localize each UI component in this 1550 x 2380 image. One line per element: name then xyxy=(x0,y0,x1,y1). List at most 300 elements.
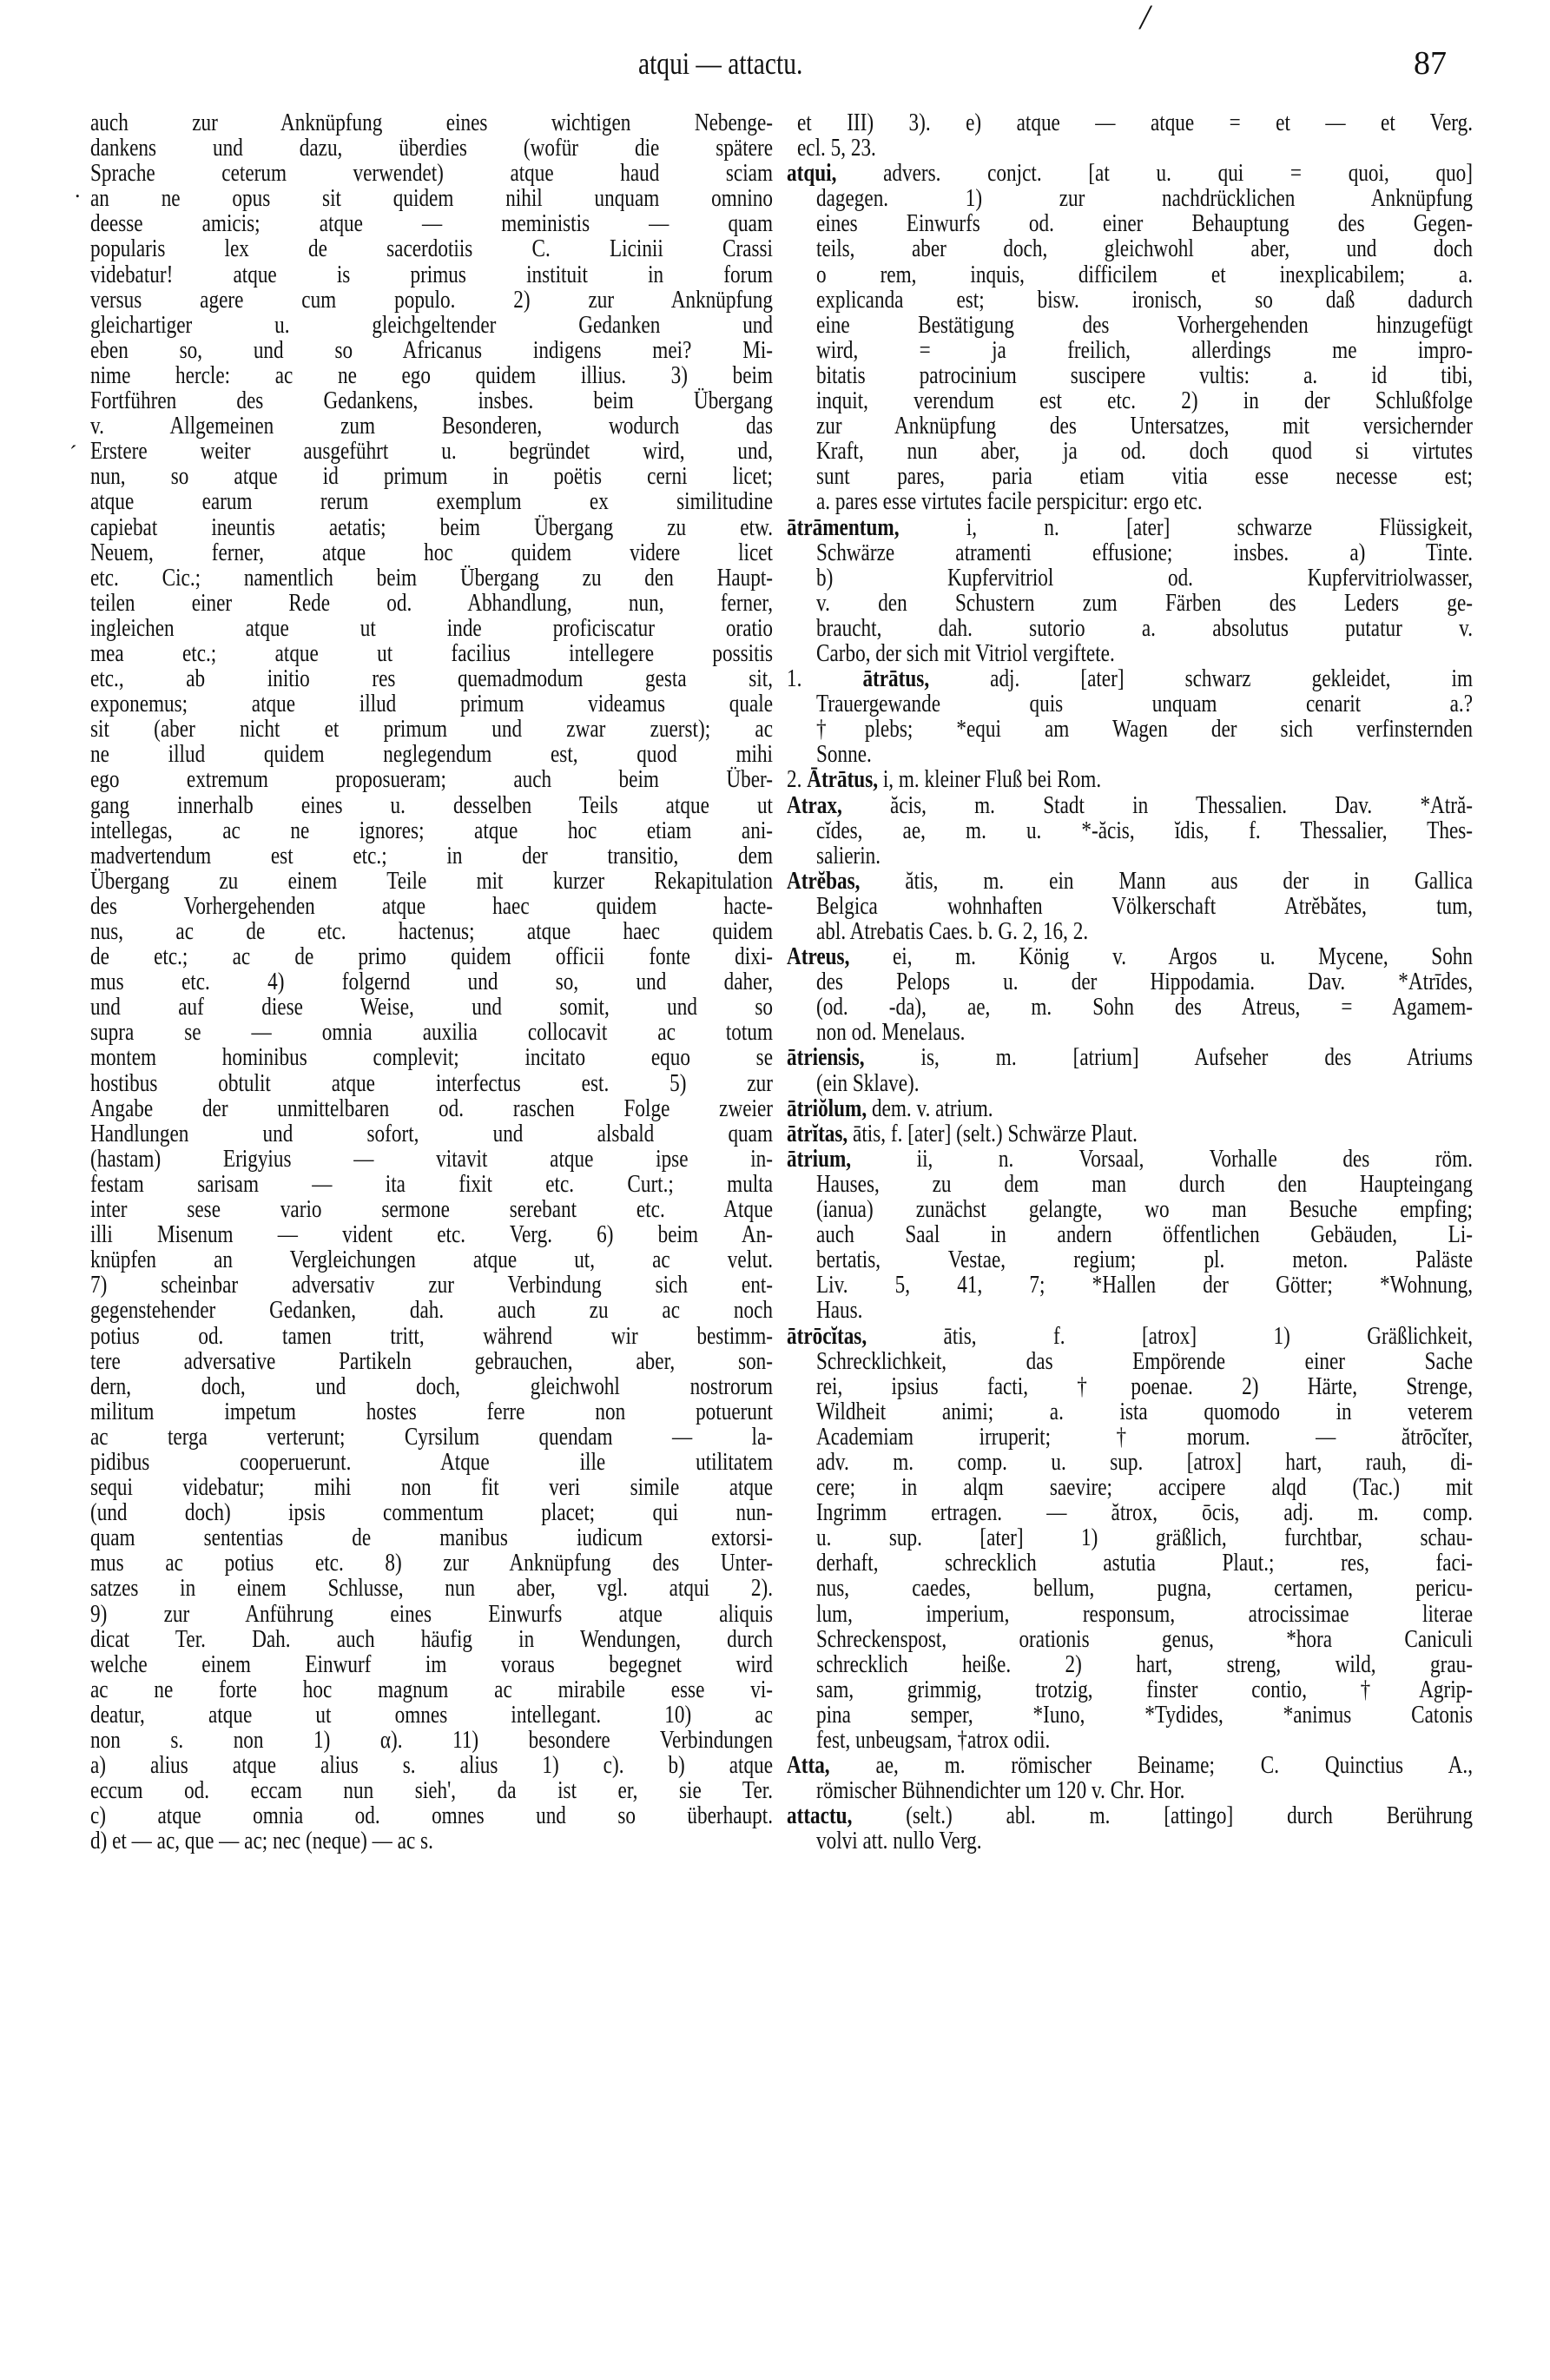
line-text: Sonne. xyxy=(816,740,872,769)
dictionary-entry-headline xyxy=(787,1144,1473,1173)
text-line xyxy=(797,969,1473,995)
dictionary-entry-headline xyxy=(787,1753,1473,1778)
entry-text xyxy=(787,866,1473,895)
text-line xyxy=(90,512,773,541)
line-text: inquit, verendum est etc. 2) in der Schlußfolge xyxy=(816,387,1473,415)
text-line xyxy=(90,1121,773,1147)
text-line xyxy=(797,360,1473,389)
text-line xyxy=(797,413,1473,439)
text-line xyxy=(90,540,773,565)
running-head: atqui — attactu. xyxy=(638,46,803,81)
text-line xyxy=(797,1550,1473,1576)
text-line xyxy=(797,236,1473,261)
text-line xyxy=(797,540,1473,565)
text-line xyxy=(797,843,1473,869)
text-line xyxy=(90,843,773,869)
line-text: illi Misenum — vident etc. Verg. 6) beim An- xyxy=(90,1220,773,1249)
text-line xyxy=(90,1525,773,1550)
line-text: Schwärze atramenti effusione; insbes. a) Tinte. xyxy=(816,538,1473,566)
line-text: intellegas, ac ne ignores; atque hoc etiam ani- xyxy=(90,816,773,844)
line-text: Erstere weiter ausgeführt u. begründet wird, und, xyxy=(90,437,773,466)
line-text: a) alius atque alius s. alius 1) c). b) atque xyxy=(90,1751,773,1780)
line-text: sit (aber nicht et primum und zwar zuerst); ac xyxy=(90,715,773,744)
line-text: dagegen. 1) zur nachdrücklichen Anknüpfung xyxy=(816,184,1473,213)
entry-text xyxy=(787,767,1473,792)
text-line xyxy=(797,717,1473,742)
line-text: Wildheit animi; a. ista quomodo in veterem xyxy=(816,1397,1473,1425)
line-text: de etc.; ac de primo quidem officii fonte dixi- xyxy=(90,942,773,971)
line-text: lum, imperium, responsum, atrocissimae literae xyxy=(816,1599,1473,1628)
line-text: deesse amicis; atque — meministis — quam xyxy=(90,209,773,238)
text-line xyxy=(90,236,773,261)
line-text: videbatur! atque is primus instituit in forum xyxy=(90,260,773,288)
text-line xyxy=(797,1500,1473,1525)
line-text: versus agere cum populo. 2) zur Anknüpfung xyxy=(90,285,773,314)
text-line xyxy=(90,767,773,792)
entry-definition: ătis, m. ein Mann aus der in Gallica xyxy=(860,866,1473,895)
line-text: deatur, atque ut omnes intellegant. 10) ac xyxy=(90,1700,773,1729)
line-text: madvertendum est etc.; in der transitio, dem xyxy=(90,841,773,869)
text-line xyxy=(90,638,773,667)
text-line xyxy=(90,1068,773,1097)
text-line xyxy=(797,310,1473,339)
line-text: schrecklich heiße. 2) hart, streng, wild, grau- xyxy=(816,1649,1473,1678)
text-line xyxy=(90,285,773,314)
text-line xyxy=(90,1803,773,1828)
line-text: etc. Cic.; namentlich beim Übergang zu den Haupt- xyxy=(90,563,773,592)
text-line xyxy=(90,818,773,843)
entry-number: 1. xyxy=(787,664,863,693)
margin-tick: ´ xyxy=(69,441,77,466)
margin-dot: . xyxy=(75,177,81,202)
line-text: exponemus; atque illud primum videamus quale xyxy=(90,690,773,718)
text-line xyxy=(90,742,773,767)
text-line xyxy=(797,995,1473,1020)
line-text: Trauergewande quis unquam cenarit a.? xyxy=(816,690,1473,718)
line-text: Haus. xyxy=(816,1296,863,1325)
line-text: Ingrimm ertragen. — ătrox, ōcis, adj. m. comp. xyxy=(816,1498,1473,1527)
entry-definition: ei, m. König v. Argos u. Mycene, Sohn xyxy=(849,942,1473,971)
line-text: braucht, dah. sutorio a. absolutus putatur v. xyxy=(816,613,1473,642)
text-line xyxy=(90,110,773,136)
entry-definition: i, m. kleiner Fluß bei Rom. xyxy=(878,765,1102,794)
headword: attactu, xyxy=(787,1802,853,1830)
dictionary-entry-headline xyxy=(787,944,1473,969)
text-line xyxy=(90,1576,773,1601)
text-line xyxy=(797,1624,1473,1653)
headword: Atrax, xyxy=(787,790,842,819)
line-text: teils, aber doch, gleichwohl aber, und doch xyxy=(816,235,1473,263)
entry-text xyxy=(787,944,1473,969)
text-line xyxy=(90,1624,773,1653)
text-line xyxy=(797,1778,1473,1803)
text-line xyxy=(90,1753,773,1778)
headword: Atreus, xyxy=(787,942,850,971)
text-line xyxy=(797,1068,1473,1097)
line-text: ac ne forte hoc magnum ac mirabile esse vi- xyxy=(90,1675,773,1703)
line-text: gleichartiger u. gleichgeltender Gedanken und xyxy=(90,310,773,339)
line-text: knüpfen an Vergleichungen atque ut, ac velut. xyxy=(90,1246,773,1274)
text-line xyxy=(90,388,773,413)
line-text: Academiam irruperit; †morum. — ătrōcĭter, xyxy=(816,1422,1473,1451)
text-line xyxy=(90,944,773,969)
text-line xyxy=(90,969,773,995)
line-text: nus, caedes, bellum, pugna, certamen, pericu- xyxy=(816,1574,1473,1603)
line-text: Kraft, nun aber, ja od. doch quod si virtutes xyxy=(816,437,1473,466)
text-line xyxy=(797,1576,1473,1601)
entry-definition: (selt.) abl. m. [attingo] durch Berührung xyxy=(852,1802,1473,1830)
line-text: sam, grimmig, trotzig, finster contio, †Agrip- xyxy=(816,1675,1473,1703)
text-line xyxy=(797,439,1473,464)
text-line xyxy=(90,1728,773,1753)
text-line xyxy=(797,1020,1473,1045)
text-line xyxy=(90,1321,773,1350)
line-text: montem hominibus complevit; incitato equo se xyxy=(90,1043,773,1072)
text-line xyxy=(797,335,1473,364)
line-text: militum impetum hostes ferre non potuerunt xyxy=(90,1397,773,1425)
dictionary-entry-headline xyxy=(787,767,1473,792)
text-line xyxy=(90,790,773,819)
text-line xyxy=(797,1273,1473,1298)
line-text: (ein Sklave). xyxy=(816,1068,920,1097)
left-column xyxy=(90,110,773,1854)
line-text: fest, unbeugsam, †atrox odii. xyxy=(816,1726,1051,1754)
text-line xyxy=(797,186,1473,211)
line-text: sunt pares, paria etiam vitia esse necesse est; xyxy=(816,462,1473,491)
line-text: pina semper, *Iuno, *Tydides, *animus Catonis xyxy=(816,1700,1473,1729)
line-text: und auf diese Weise, und somit, und so xyxy=(90,993,773,1021)
dictionary-entry-headline xyxy=(787,666,1473,691)
right-column xyxy=(787,109,1473,1855)
line-text: wird, = ja freilich, allerdings me impro- xyxy=(816,335,1473,364)
entry-definition: ii, n. Vorsaal, Vorhalle des röm. xyxy=(851,1144,1473,1173)
line-text: dankens und dazu, überdies (wofür die spätere xyxy=(90,134,773,162)
line-text: ego extremum proposueram; auch beim Über- xyxy=(90,765,773,794)
text-line xyxy=(797,891,1473,920)
line-text: dicat Ter. Dah. auch häufig in Wendungen, durch xyxy=(90,1624,773,1653)
text-line xyxy=(90,1599,773,1628)
text-line xyxy=(90,1273,773,1298)
line-text: des Vorhergehenden atque haec quidem hacte- xyxy=(90,891,773,920)
entry-text xyxy=(787,666,1473,691)
entry-definition: i, n. [ater] schwarze Flüssigkeit, xyxy=(899,512,1473,541)
text-line xyxy=(797,1169,1473,1198)
dictionary-entry-headline xyxy=(787,1803,1473,1828)
line-text: eben so, und so Africanus indigens mei? Mi- xyxy=(90,335,773,364)
text-line xyxy=(90,691,773,717)
line-text: Hauses, zu dem man durch den Haupteingang xyxy=(816,1169,1473,1198)
entry-definition: ae, m. römischer Beiname; C. Quinctius A., xyxy=(829,1751,1473,1780)
text-line xyxy=(90,1222,773,1247)
line-text: teilen einer Rede od. Abhandlung, nun, ferner, xyxy=(90,588,773,617)
line-text: (ianua) zunächst gelangte, wo man Besuche empfing; xyxy=(816,1195,1473,1224)
line-text: satzes in einem Schlusse, nun aber, vgl. atqui 2). xyxy=(90,1574,773,1603)
text-line xyxy=(90,1374,773,1399)
line-text: (od. -da), ae, m. Sohn des Atreus, = Agamem- xyxy=(816,993,1473,1021)
line-text: Carbo, der sich mit Vitriol vergiftete. xyxy=(816,638,1115,667)
headword: ātrōcĭtas, xyxy=(787,1321,867,1350)
line-text: v. den Schustern zum Färben des Leders ge- xyxy=(816,588,1473,617)
line-text: hostibus obtulit atque interfectus est. 5) zur xyxy=(90,1068,773,1097)
text-line xyxy=(797,588,1473,617)
line-text: a. pares esse virtutes facile perspicitur: ergo etc. xyxy=(816,487,1203,516)
dictionary-entry-headline xyxy=(787,1096,1473,1121)
text-line xyxy=(90,489,773,514)
text-line xyxy=(797,1702,1473,1728)
line-text: abl. Atrebatis Caes. b. G. 2, 16, 2. xyxy=(816,917,1089,945)
line-text: an ne opus sit quidem nihil unquam omnino xyxy=(90,184,773,213)
line-text: römischer Bühnendichter um 120 v. Chr. Hor. xyxy=(816,1776,1185,1805)
text-line xyxy=(797,1728,1473,1753)
headword: Atta, xyxy=(787,1751,830,1780)
text-line xyxy=(797,110,1473,136)
line-text: pidibus cooperuerunt. Atque ille utilitatem xyxy=(90,1447,773,1476)
text-line xyxy=(797,1422,1473,1451)
entry-text xyxy=(787,790,1473,819)
line-text: potius od. tamen tritt, während wir bestimm- xyxy=(90,1321,773,1350)
line-text: Neuem, ferner, atque hoc quidem videre licet xyxy=(90,538,773,566)
headword: Atrĕbas, xyxy=(787,866,861,895)
text-line xyxy=(797,388,1473,413)
line-text: et III) 3). e) atque — atque = et — et Verg. xyxy=(797,109,1473,136)
line-text: Fortführen des Gedankens, insbes. beim Übergang xyxy=(90,387,773,415)
line-text: b) Kupfervitriol od. Kupfervitriolwasser, xyxy=(816,563,1473,592)
line-text: inter sese vario sermone serebant etc. Atque xyxy=(90,1195,773,1224)
line-text: volvi att. nullo Verg. xyxy=(816,1827,982,1855)
text-line xyxy=(90,464,773,489)
text-line xyxy=(797,1649,1473,1678)
entry-definition: ātis, f. [ater] (selt.) Schwärze Plaut. xyxy=(848,1119,1138,1147)
line-text: mus ac potius etc. 8) zur Anknüpfung des Unter- xyxy=(90,1549,773,1577)
line-text: Schrecklichkeit, das Empörende einer Sache xyxy=(816,1346,1473,1375)
line-text: auch Saal in andern öffentlichen Gebäuden, Li- xyxy=(816,1220,1473,1249)
line-text: gegenstehender Gedanken, dah. auch zu ac noch xyxy=(90,1296,773,1325)
line-text: ecl. 5, 23. xyxy=(797,134,876,162)
text-line xyxy=(90,439,773,464)
text-line xyxy=(90,136,773,161)
text-line xyxy=(90,1298,773,1323)
line-text: cere; in alqm saevire; accipere alqd (Tac.) mit xyxy=(816,1473,1473,1502)
text-line xyxy=(90,891,773,920)
dictionary-entry-headline xyxy=(787,1045,1473,1070)
text-line xyxy=(90,1475,773,1500)
text-line xyxy=(90,565,773,591)
entry-text xyxy=(787,1045,1473,1070)
text-line xyxy=(797,262,1473,288)
line-text: (hastam) Erigyius — vitavit atque ipse in- xyxy=(90,1144,773,1173)
text-line xyxy=(797,1447,1473,1476)
line-text: (und doch) ipsis commentum placet; qui nun- xyxy=(90,1498,773,1527)
text-line xyxy=(797,1475,1473,1500)
text-line xyxy=(797,818,1473,843)
dictionary-entry-headline xyxy=(787,866,1473,895)
text-line xyxy=(90,1778,773,1803)
text-line xyxy=(90,1020,773,1045)
line-text: ingleichen atque ut inde proficiscatur oratio xyxy=(90,613,773,642)
line-text: mus etc. 4) folgernd und so, und daher, xyxy=(90,968,773,996)
line-text: quam sententias de manibus iudicum extorsi- xyxy=(90,1524,773,1552)
text-line xyxy=(797,1247,1473,1273)
entry-text xyxy=(787,1321,1473,1350)
dictionary-entry-headline xyxy=(787,161,1473,186)
entry-definition: advers. conjct. [at u. qui = quoi, quo] xyxy=(836,159,1473,188)
text-line xyxy=(90,1550,773,1576)
text-line xyxy=(90,1096,773,1121)
text-line xyxy=(90,186,773,211)
line-text: v. Allgemeinen zum Besonderen, wodurch das xyxy=(90,412,773,440)
text-line xyxy=(797,638,1473,667)
text-line xyxy=(90,1500,773,1525)
line-text: 7) scheinbar adversativ zur Verbindung sich ent- xyxy=(90,1271,773,1299)
text-line xyxy=(797,1677,1473,1702)
headword: ātriŏlum, xyxy=(787,1094,867,1122)
line-text: o rem, inquis, difficilem et inexplicabilem; a. xyxy=(816,260,1473,288)
line-text: †plebs; *equi am Wagen der sich verfinsternden xyxy=(816,715,1473,744)
line-text: salierin. xyxy=(816,841,881,869)
line-text: nus, ac de etc. hactenus; atque haec quidem xyxy=(90,917,773,945)
text-line xyxy=(797,136,1473,161)
text-line xyxy=(90,310,773,339)
entry-text xyxy=(787,512,1473,541)
entry-text xyxy=(787,1121,1473,1147)
line-text: rei, ipsius facti, †poenae. 2) Härte, Strenge, xyxy=(816,1372,1473,1400)
line-text: eines Einwurfs od. einer Behauptung des Gegen- xyxy=(816,209,1473,238)
text-line xyxy=(797,1599,1473,1628)
line-text: bitatis patrocinium suscipere vultis: a. id tibi, xyxy=(816,360,1473,389)
line-text: etc., ab initio res quemadmodum gesta sit, xyxy=(90,664,773,693)
text-line xyxy=(90,1045,773,1070)
headword: ātrāmentum, xyxy=(787,512,900,541)
line-text: eine Bestätigung des Vorhergehenden hinzugefügt xyxy=(816,310,1473,339)
text-line xyxy=(90,1247,773,1273)
headword: ātrium, xyxy=(787,1144,852,1173)
text-line xyxy=(797,1828,1473,1854)
line-text: zur Anknüpfung des Untersatzes, mit versichernder xyxy=(816,412,1473,440)
line-text: 9) zur Anführung eines Einwurfs atque aliquis xyxy=(90,1599,773,1628)
headword: Ātrātus, xyxy=(807,765,879,794)
text-line xyxy=(797,1399,1473,1425)
text-line xyxy=(90,1399,773,1425)
text-line xyxy=(90,995,773,1020)
line-text: popularis lex de sacerdotiis C. Licinii Crassi xyxy=(90,235,773,263)
entry-number: 2. xyxy=(787,765,808,794)
line-text: c) atque omnia od. omnes und so überhaupt. xyxy=(90,1802,773,1830)
text-line xyxy=(90,262,773,288)
line-text: cĭdes, ae, m. u. *-ăcis, ĭdis, f. Thessalier, Thes- xyxy=(816,816,1473,844)
entry-definition: dem. v. atrium. xyxy=(867,1094,993,1122)
line-text: u. sup. [ater] 1) gräßlich, furchtbar, schau- xyxy=(816,1524,1473,1552)
line-text: auch zur Anknüpfung eines wichtigen Nebenge- xyxy=(90,109,773,136)
text-line xyxy=(797,464,1473,489)
text-line xyxy=(90,666,773,691)
line-text: eccum od. eccam nun sieh', da ist er, sie Ter. xyxy=(90,1776,773,1805)
text-line xyxy=(797,1374,1473,1399)
text-line xyxy=(90,1677,773,1702)
text-line xyxy=(797,1298,1473,1323)
line-text: welche einem Einwurf im voraus begegnet wird xyxy=(90,1649,773,1678)
dictionary-entry-headline xyxy=(787,512,1473,541)
entry-text xyxy=(787,1753,1473,1778)
line-text: non s. non 1) α). 11) besondere Verbindungen xyxy=(90,1726,773,1754)
line-text: non od. Menelaus. xyxy=(816,1018,966,1047)
text-line xyxy=(90,413,773,439)
text-line xyxy=(90,1197,773,1222)
line-text: d) et — ac, que — ac; nec (neque) — ac s. xyxy=(90,1827,433,1855)
text-line xyxy=(797,489,1473,514)
text-line xyxy=(797,919,1473,944)
text-line xyxy=(797,1525,1473,1550)
text-line xyxy=(90,1422,773,1451)
text-line xyxy=(797,565,1473,591)
text-line xyxy=(90,1702,773,1728)
text-line xyxy=(90,613,773,642)
entry-text xyxy=(787,1096,1473,1121)
text-line xyxy=(797,285,1473,314)
text-line xyxy=(90,866,773,895)
dictionary-entry-headline xyxy=(787,790,1473,819)
line-text: dern, doch, und doch, gleichwohl nostrorum xyxy=(90,1372,773,1400)
text-line xyxy=(797,1346,1473,1375)
line-text: Handlungen und sofort, und alsbald quam xyxy=(90,1119,773,1147)
line-text: ac terga verterunt; Cyrsilum quendam — la- xyxy=(90,1422,773,1451)
text-line xyxy=(90,1169,773,1198)
dictionary-entry-headline xyxy=(787,1321,1473,1350)
text-line xyxy=(90,161,773,186)
entry-text xyxy=(787,1144,1473,1173)
entry-text xyxy=(787,161,1473,186)
headword: ātrĭtas, xyxy=(787,1119,848,1147)
entry-definition: ăcis, m. Stadt in Thessalien. Dav. *Atră- xyxy=(841,790,1473,819)
line-text: Schreckenspost, orationis genus, *hora Caniculi xyxy=(816,1624,1473,1653)
line-text: ne illud quidem neglegendum est, quod mihi xyxy=(90,740,773,769)
headword: ātriensis, xyxy=(787,1043,865,1072)
line-text: Angabe der unmittelbaren od. raschen Folge zweier xyxy=(90,1094,773,1122)
text-line xyxy=(90,919,773,944)
line-text: adv. m. comp. u. sup. [atrox] hart, rauh, di- xyxy=(816,1447,1473,1476)
line-text: des Pelops u. der Hippodamia. Dav. *Atrīdes, xyxy=(816,968,1473,996)
dictionary-entry-headline xyxy=(787,1121,1473,1147)
line-text: mea etc.; atque ut facilius intellegere possitis xyxy=(90,638,773,667)
text-line xyxy=(90,1346,773,1375)
text-line xyxy=(90,360,773,389)
line-text: bertatis, Vestae, regium; pl. meton. Paläste xyxy=(816,1246,1473,1274)
text-line xyxy=(90,588,773,617)
line-text: supra se — omnia auxilia collocavit ac totum xyxy=(90,1018,773,1047)
text-line xyxy=(797,613,1473,642)
line-text: Sprache ceterum verwendet) atque haud sciam xyxy=(90,159,773,188)
line-text: nime hercle: ac ne ego quidem illius. 3) beim xyxy=(90,360,773,389)
text-line xyxy=(90,1828,773,1854)
page-number: 87 xyxy=(1414,45,1447,82)
headword: atqui, xyxy=(787,159,837,188)
line-text: atque earum rerum exemplum ex similitudine xyxy=(90,487,773,516)
entry-text xyxy=(787,1803,1473,1828)
text-line xyxy=(797,691,1473,717)
text-line xyxy=(797,1197,1473,1222)
line-text: festam sarisam — ita fixit etc. Curt.; multa xyxy=(90,1169,773,1198)
line-text: Belgica wohnhaften Völkerschaft Atrĕbătes, tum, xyxy=(816,891,1473,920)
text-line xyxy=(90,717,773,742)
text-line xyxy=(90,1144,773,1173)
text-line xyxy=(90,1447,773,1476)
line-text: gang innerhalb eines u. desselben Teils atque ut xyxy=(90,790,773,819)
headword: ātrātus, xyxy=(862,664,930,693)
text-line xyxy=(90,335,773,364)
line-text: capiebat ineuntis aetatis; beim Übergang zu etw. xyxy=(90,512,773,541)
page-header xyxy=(0,42,1550,85)
text-line xyxy=(90,1649,773,1678)
line-text: sequi videbatur; mihi non fit veri simile atque xyxy=(90,1473,773,1502)
